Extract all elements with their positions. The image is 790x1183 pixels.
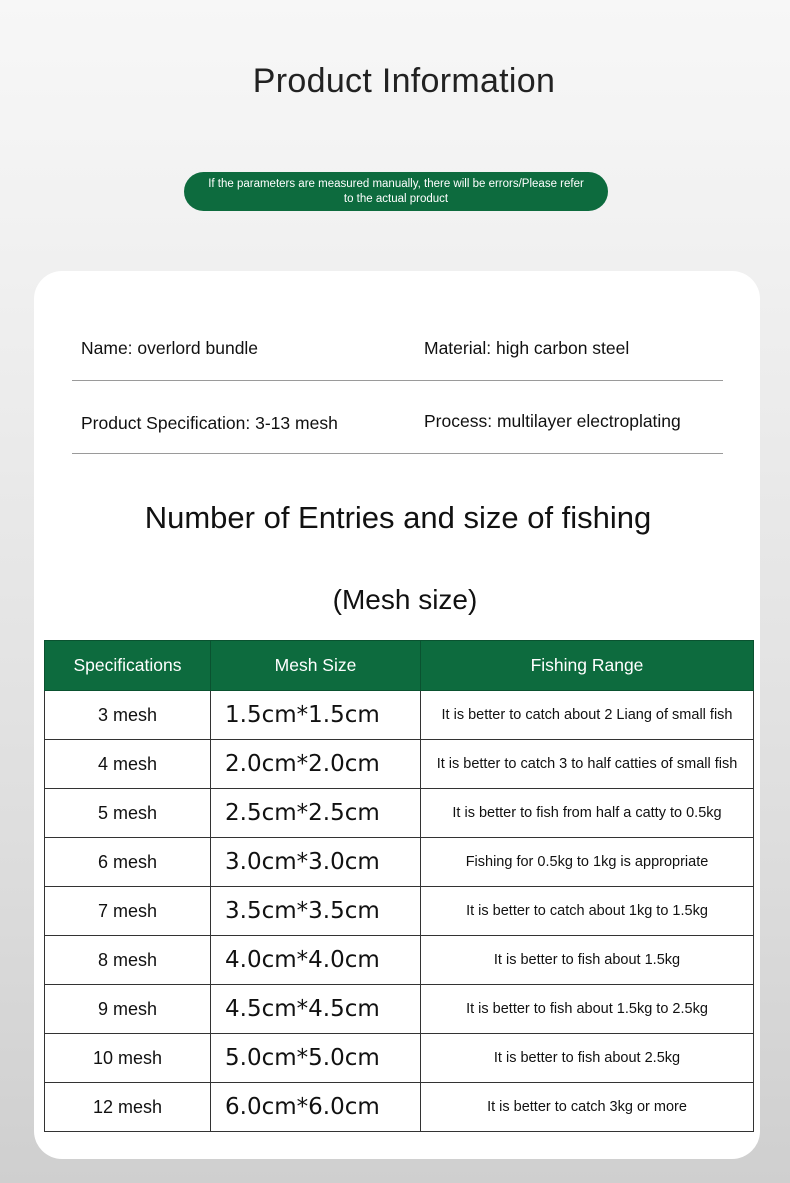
table-row: [45, 691, 754, 740]
table-row: [45, 936, 754, 985]
cell-fishing-range: It is better to fish about 1.5kg to 2.5kg: [421, 985, 754, 1034]
mesh-size-table: [44, 640, 754, 1132]
notice-banner: [184, 172, 608, 211]
header-mesh-size: Mesh Size: [211, 641, 421, 691]
cell-specification: 6 mesh: [45, 838, 211, 887]
cell-mesh-size: 5.0cm*5.0cm: [211, 1034, 421, 1083]
info-process: Process: multilayer electroplating: [424, 411, 681, 431]
info-name: Name: overlord bundle: [81, 338, 259, 358]
cell-specification: 10 mesh: [45, 1034, 211, 1083]
info-divider-2: [72, 453, 723, 454]
cell-fishing-range: It is better to catch 3kg or more: [421, 1083, 754, 1132]
info-material: Material: high carbon steel: [424, 338, 630, 358]
cell-specification: 9 mesh: [45, 985, 211, 1034]
table-row: [45, 887, 754, 936]
table-row: [45, 740, 754, 789]
table-row: [45, 789, 754, 838]
header-fishing-range: Fishing Range: [421, 641, 754, 691]
cell-mesh-size: 3.5cm*3.5cm: [211, 887, 421, 936]
cell-mesh-size: 1.5cm*1.5cm: [211, 691, 421, 740]
info-divider-1: [72, 380, 723, 381]
cell-mesh-size: 3.0cm*3.0cm: [211, 838, 421, 887]
cell-specification: 4 mesh: [45, 740, 211, 789]
table-row: [45, 1083, 754, 1132]
section-subheading: (Mesh size): [332, 584, 478, 615]
cell-specification: 5 mesh: [45, 789, 211, 838]
table-row: [45, 1034, 754, 1083]
section-heading: Number of Entries and size of fishing: [144, 500, 652, 535]
notice-text: If the parameters are measured manually, there will be errors/Please refer to the actual product: [208, 177, 584, 205]
cell-fishing-range: It is better to fish from half a catty to 0.5kg: [421, 789, 754, 838]
table-row: [45, 838, 754, 887]
cell-fishing-range: It is better to catch about 2 Liang of small fish: [421, 691, 754, 740]
cell-specification: 7 mesh: [45, 887, 211, 936]
cell-fishing-range: It is better to fish about 1.5kg: [421, 936, 754, 985]
cell-fishing-range: Fishing for 0.5kg to 1kg is appropriate: [421, 838, 754, 887]
cell-fishing-range: It is better to catch about 1kg to 1.5kg: [421, 887, 754, 936]
table-row: [45, 985, 754, 1034]
info-specification: Product Specification: 3-13 mesh: [81, 413, 338, 433]
page-title: Product Information: [252, 62, 556, 100]
cell-mesh-size: 4.5cm*4.5cm: [211, 985, 421, 1034]
cell-specification: 3 mesh: [45, 691, 211, 740]
cell-mesh-size: 2.5cm*2.5cm: [211, 789, 421, 838]
table-header-row: [45, 641, 754, 691]
cell-mesh-size: 4.0cm*4.0cm: [211, 936, 421, 985]
cell-mesh-size: 2.0cm*2.0cm: [211, 740, 421, 789]
cell-fishing-range: It is better to catch 3 to half catties of small fish: [421, 740, 754, 789]
cell-specification: 8 mesh: [45, 936, 211, 985]
cell-mesh-size: 6.0cm*6.0cm: [211, 1083, 421, 1132]
cell-fishing-range: It is better to fish about 2.5kg: [421, 1034, 754, 1083]
header-specifications: Specifications: [45, 641, 211, 691]
cell-specification: 12 mesh: [45, 1083, 211, 1132]
